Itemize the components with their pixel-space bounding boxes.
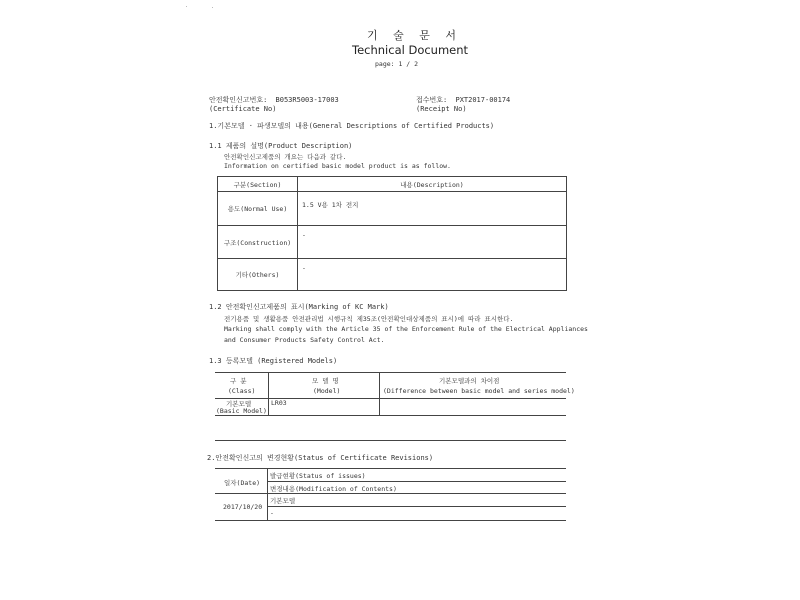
modification-value: - bbox=[270, 509, 274, 517]
header-difference-english: (Difference between basic model and series model) bbox=[383, 387, 575, 395]
header-model-english: (Model) bbox=[313, 387, 341, 395]
section-1-2-line-2: Marking shall comply with the Article 35 of the Enforcement Rule of the Electrical Appliances bbox=[224, 325, 588, 333]
header-model-korean: 모 델 명 bbox=[312, 377, 339, 385]
receipt-number: PXT2017-00174 bbox=[455, 96, 511, 104]
receipt-number-line bbox=[416, 95, 510, 105]
basic-model-class-english: (Basic Model) bbox=[216, 407, 267, 415]
certificate-label-english: (Certificate No) bbox=[209, 105, 277, 113]
basic-model-class-korean: 기본모델 bbox=[226, 400, 252, 408]
table-header-description: 내용(Description) bbox=[298, 177, 567, 192]
table-row bbox=[218, 192, 567, 226]
certificate-number-line bbox=[209, 95, 339, 105]
certificate-number: B053R5003-17003 bbox=[275, 96, 339, 104]
certificate-label-korean: 안전확인신고번호: bbox=[209, 96, 268, 104]
row-label: 기타(Others) bbox=[218, 259, 298, 291]
date-label: 일자(Date) bbox=[224, 479, 261, 487]
page-number: page: 1 / 2 bbox=[375, 60, 419, 68]
section-1-1-title: 1.1 제품의 설명(Product Description) bbox=[209, 142, 353, 150]
section-1-2-title: 1.2 안전확인신고제품의 표시(Marking of KC Mark) bbox=[209, 303, 389, 311]
header-difference-korean: 기본모델과의 차이점 bbox=[439, 377, 500, 385]
issue-status-label: 발급현황(Status of issues) bbox=[270, 472, 366, 480]
section-1-2-line-1: 전기용품 및 생활용품 안전관리법 시행규칙 제35조(안전확인대상제품의 표시)에 따라 표시한다. bbox=[224, 315, 514, 323]
receipt-label-english: (Receipt No) bbox=[416, 105, 467, 113]
table-header-section: 구분(Section) bbox=[218, 177, 298, 192]
modification-label: 변경내용(Modification of Contents) bbox=[270, 485, 397, 493]
product-description-table bbox=[217, 176, 567, 291]
scan-speck bbox=[186, 6, 187, 7]
issue-status-value: 기본모델 bbox=[270, 497, 296, 505]
section-1-1-english-line: Information on certified basic model product is as follow. bbox=[224, 162, 451, 170]
scan-speck bbox=[212, 7, 213, 8]
row-value: 1.5 V용 1차 전지 bbox=[298, 192, 567, 226]
section-1-1-korean-line: 안전확인신고제품의 개요는 다음과 같다. bbox=[224, 153, 347, 161]
table-row bbox=[218, 259, 567, 291]
header-class-korean: 구 분 bbox=[230, 377, 247, 385]
document-title-korean: 기 술 문 서 bbox=[367, 29, 462, 42]
row-value: - bbox=[298, 259, 567, 291]
row-label: 구조(Construction) bbox=[218, 226, 298, 259]
section-2-title: 2.안전확인신고의 변경현황(Status of Certificate Revisions) bbox=[207, 454, 434, 462]
receipt-label-korean: 접수번호: bbox=[416, 96, 448, 104]
header-class-english: (Class) bbox=[228, 387, 256, 395]
section-1-title: 1.기본모델 · 파생모델의 내용(General Descriptions of Certified Products) bbox=[209, 122, 495, 130]
revision-date: 2017/10/20 bbox=[223, 503, 263, 511]
row-value: - bbox=[298, 226, 567, 259]
table-row bbox=[218, 226, 567, 259]
basic-model-name: LR03 bbox=[271, 399, 287, 407]
document-title-english: Technical Document bbox=[352, 43, 469, 57]
section-1-2-line-3: and Consumer Products Safety Control Act. bbox=[224, 336, 385, 344]
section-1-3-title: 1.3 등록모델 (Registered Models) bbox=[209, 357, 338, 365]
row-label: 용도(Normal Use) bbox=[218, 192, 298, 226]
